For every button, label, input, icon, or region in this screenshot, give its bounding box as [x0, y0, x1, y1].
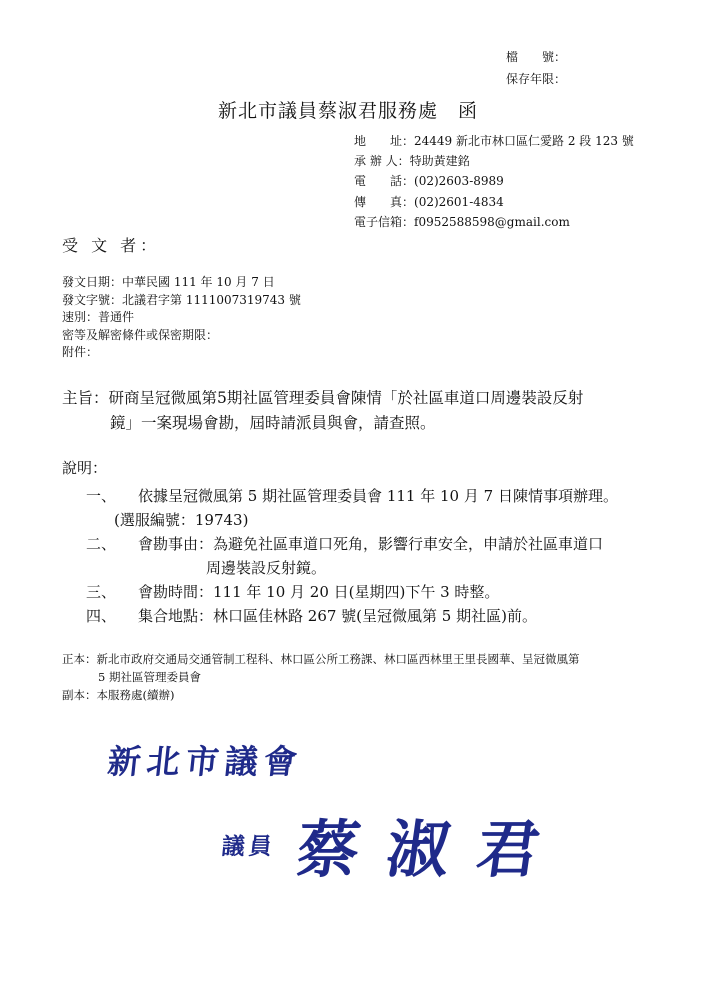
distribution-list — [62, 650, 662, 704]
address-value: 24449 新北市林口區仁愛路 2 段 123 號 — [414, 134, 634, 148]
subject-line-1: 主旨：研商呈冠微風第5期社區管理委員會陳情「於社區車道口周邊裝設反射 — [62, 389, 584, 407]
councilor-title-stamp: 議員 — [220, 834, 278, 860]
attachment: 附件： — [62, 345, 99, 359]
explanation-heading: 說明： — [62, 459, 108, 477]
phone-row — [354, 171, 634, 191]
fax-label: 傳 真： — [354, 194, 415, 209]
item-text: 集合地點：林口區佳林路 267 號(呈冠微風第 5 期社區)前。 — [138, 607, 537, 625]
handler-value: 特助黃建銘 — [409, 154, 470, 169]
subject-line-2: 鏡」一案現場會勘，屆時請派員與會，請查照。 — [110, 414, 436, 432]
subject — [62, 386, 672, 436]
original-recipients-continuation: 5 期社區管理委員會 — [98, 670, 201, 684]
handler-label: 承 辦 人： — [354, 154, 410, 169]
item-text: 依據呈冠微風第 5 期社區管理委員會 111 年 10 月 7 日陳情事項辦理。 — [138, 487, 618, 505]
handler-row — [354, 151, 634, 171]
explanation-list — [86, 484, 676, 628]
council-stamp: 新北市議會 — [105, 742, 305, 781]
item-number: 一、 — [86, 487, 117, 505]
email-label: 電子信箱： — [354, 214, 415, 229]
address-row — [354, 131, 634, 151]
document-info — [62, 274, 301, 362]
item-number: 二、 — [86, 535, 117, 553]
document-title: 新北市議員蔡淑君服務處 函 — [218, 100, 479, 122]
security-level: 密等及解密條件或保密期限： — [62, 327, 219, 342]
phone-label: 電 話： — [354, 174, 415, 189]
item-number: 三、 — [86, 583, 117, 601]
explanation-item-1-continuation: (選服編號：19743) — [114, 511, 249, 529]
contact-block — [354, 131, 634, 232]
explanation-item-2 — [86, 532, 676, 556]
phone-value: (02)2603-8989 — [414, 174, 504, 189]
copy-recipients: 副本：本服務處(續辦) — [62, 688, 175, 702]
explanation-item-3 — [86, 580, 676, 604]
explanation-item-1 — [86, 484, 676, 508]
fax-row — [354, 192, 634, 212]
item-text: 會勘時間：111 年 10 月 20 日(星期四)下午 3 時整。 — [138, 583, 500, 601]
email-value: f0952588598@gmail.com — [414, 214, 570, 229]
address-label: 地 址： — [354, 134, 415, 148]
issue-number: 發文字號：北議君字第 1111007319743 號 — [62, 292, 301, 307]
explanation-item-4 — [86, 604, 676, 628]
issue-date: 發文日期：中華民國 111 年 10 月 7 日 — [62, 275, 275, 289]
explanation-item-2-continuation: 周邊裝設反射鏡。 — [206, 559, 327, 577]
item-number: 四、 — [86, 607, 117, 625]
original-recipients: 正本：新北市政府交通局交通管制工程科、林口區公所工務課、林口區西林里王里長國華、呈冠微風第 — [62, 652, 580, 666]
fax-value: (02)2601-4834 — [414, 194, 504, 209]
delivery-speed: 速別：普通件 — [62, 310, 135, 324]
file-number-label: 檔 號： — [506, 50, 567, 64]
retention-period-label: 保存年限： — [506, 72, 567, 86]
email-row — [354, 212, 634, 232]
councilor-name-stamp: 蔡淑君 — [292, 813, 573, 886]
item-text: 會勘事由：為避免社區車道口死角，影響行車安全，申請於社區車道口 — [138, 535, 604, 553]
recipient-label: 受 文 者： — [62, 236, 161, 255]
